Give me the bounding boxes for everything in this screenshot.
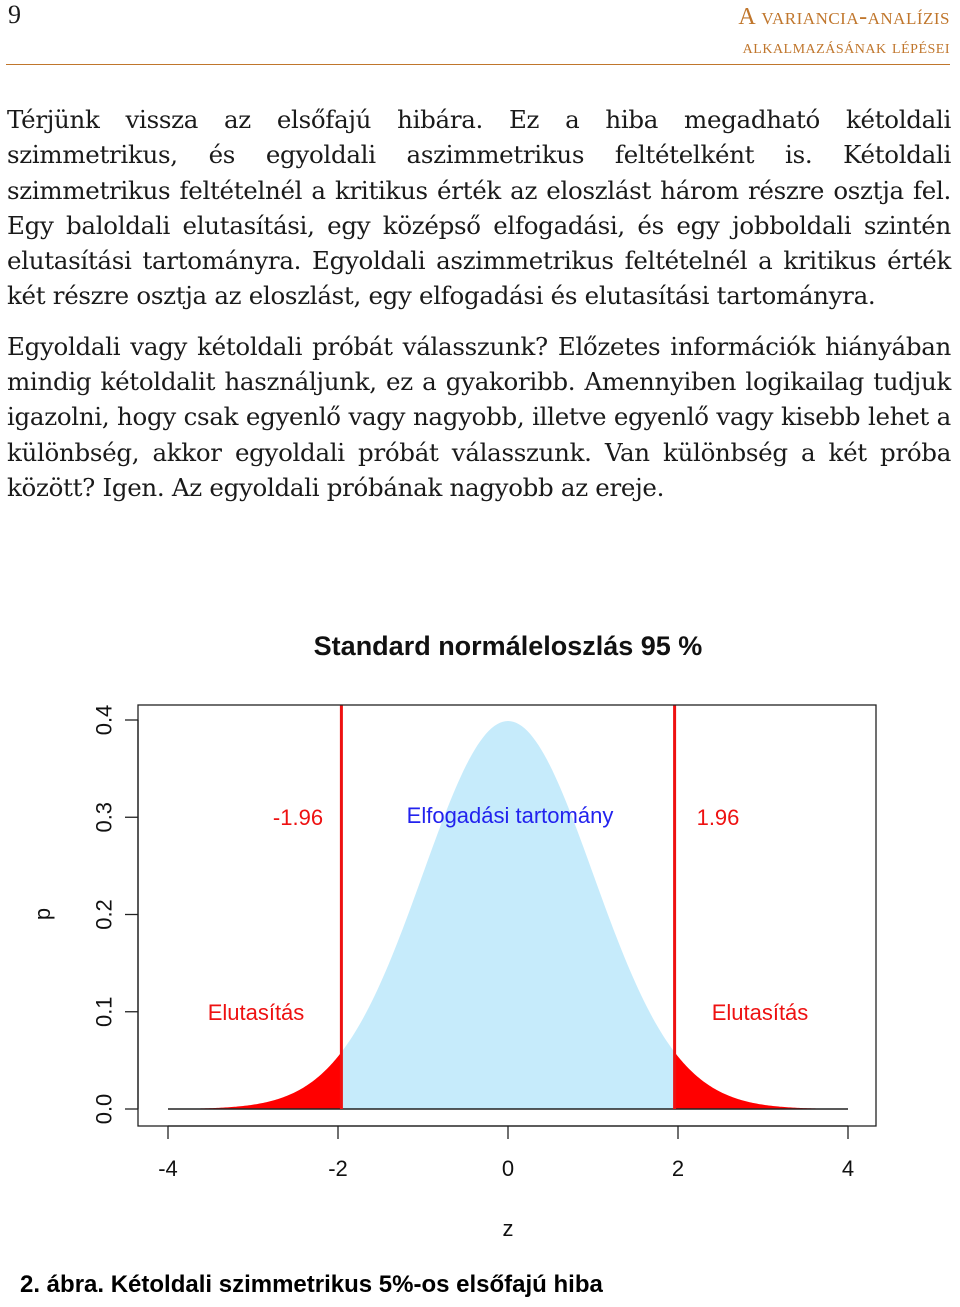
x-tick-label: -4 [158, 1156, 178, 1181]
chart-title: Standard normáleloszlás 95 % [313, 631, 703, 661]
page-number: 9 [8, 0, 21, 29]
paragraph-1: Térjünk vissza az elsőfajú hibára. Ez a hiba megadható kétoldali szimmetrikus, és egyoldali aszimmetrikus feltételként is. Kétoldali szimmetrikus feltételnél a kritikus érték az eloszlást három részre osztja fel. Egy baloldali elutasítási, egy középső elfogadási, és egy jobboldali szintén elutasítási tartományra. Egyoldali aszimmetrikus feltételnél a kritikus érték két részre osztja az eloszlást, egy elfogadási és elutasítási tartományra. [7, 105, 951, 311]
region-rejection-left [168, 1052, 341, 1109]
annotation-rejection-right: Elutasítás [711, 1000, 809, 1025]
y-tick-label: 0.3 [91, 801, 117, 833]
annotation-acceptance: Elfogadási tartomány [406, 803, 614, 828]
region-rejection-right [675, 1052, 848, 1109]
y-axis-label: p [30, 907, 55, 921]
x-axis-label: z [502, 1216, 514, 1241]
annotation-right-critical: 1.96 [696, 805, 740, 830]
running-header-line2: alkalmazásának lépései [742, 36, 950, 58]
annotation-rejection-left: Elutasítás [207, 1000, 305, 1025]
body-text [7, 102, 951, 505]
y-tick-label: 0.2 [91, 899, 117, 930]
x-tick-label: 4 [841, 1156, 855, 1181]
y-tick-label: 0.4 [91, 704, 117, 736]
header-rule [6, 64, 950, 65]
normal-distribution-figure [0, 600, 960, 1260]
normal-distribution-chart [0, 600, 960, 1260]
running-header [738, 2, 950, 62]
y-tick-label: 0.1 [91, 996, 117, 1028]
x-tick-label: 2 [671, 1156, 685, 1181]
paragraph-2: Egyoldali vagy kétoldali próbát válasszunk? Előzetes információk hiányában mindig kétoldalit használjunk, ez a gyakoribb. Amennyiben logikailag tudjuk igazolni, hogy csak egyenlő vagy nagyobb, illetve egyenlő vagy kisebb lehet a különbség, akkor egyoldali próbát válasszunk. Van különbség a két próba között? Igen. Az egyoldali próbának nagyobb az ereje. [7, 331, 951, 502]
figure-caption: 2. ábra. Kétoldali szimmetrikus 5%-os elsőfajú hiba [20, 1271, 603, 1298]
x-tick-label: -2 [328, 1156, 348, 1181]
running-header-line1: A variancia-analízis [738, 4, 950, 30]
region-acceptance [341, 721, 674, 1109]
y-tick-label: 0.0 [91, 1093, 117, 1125]
x-tick-label: 0 [501, 1156, 515, 1181]
annotation-left-critical: -1.96 [272, 805, 324, 830]
